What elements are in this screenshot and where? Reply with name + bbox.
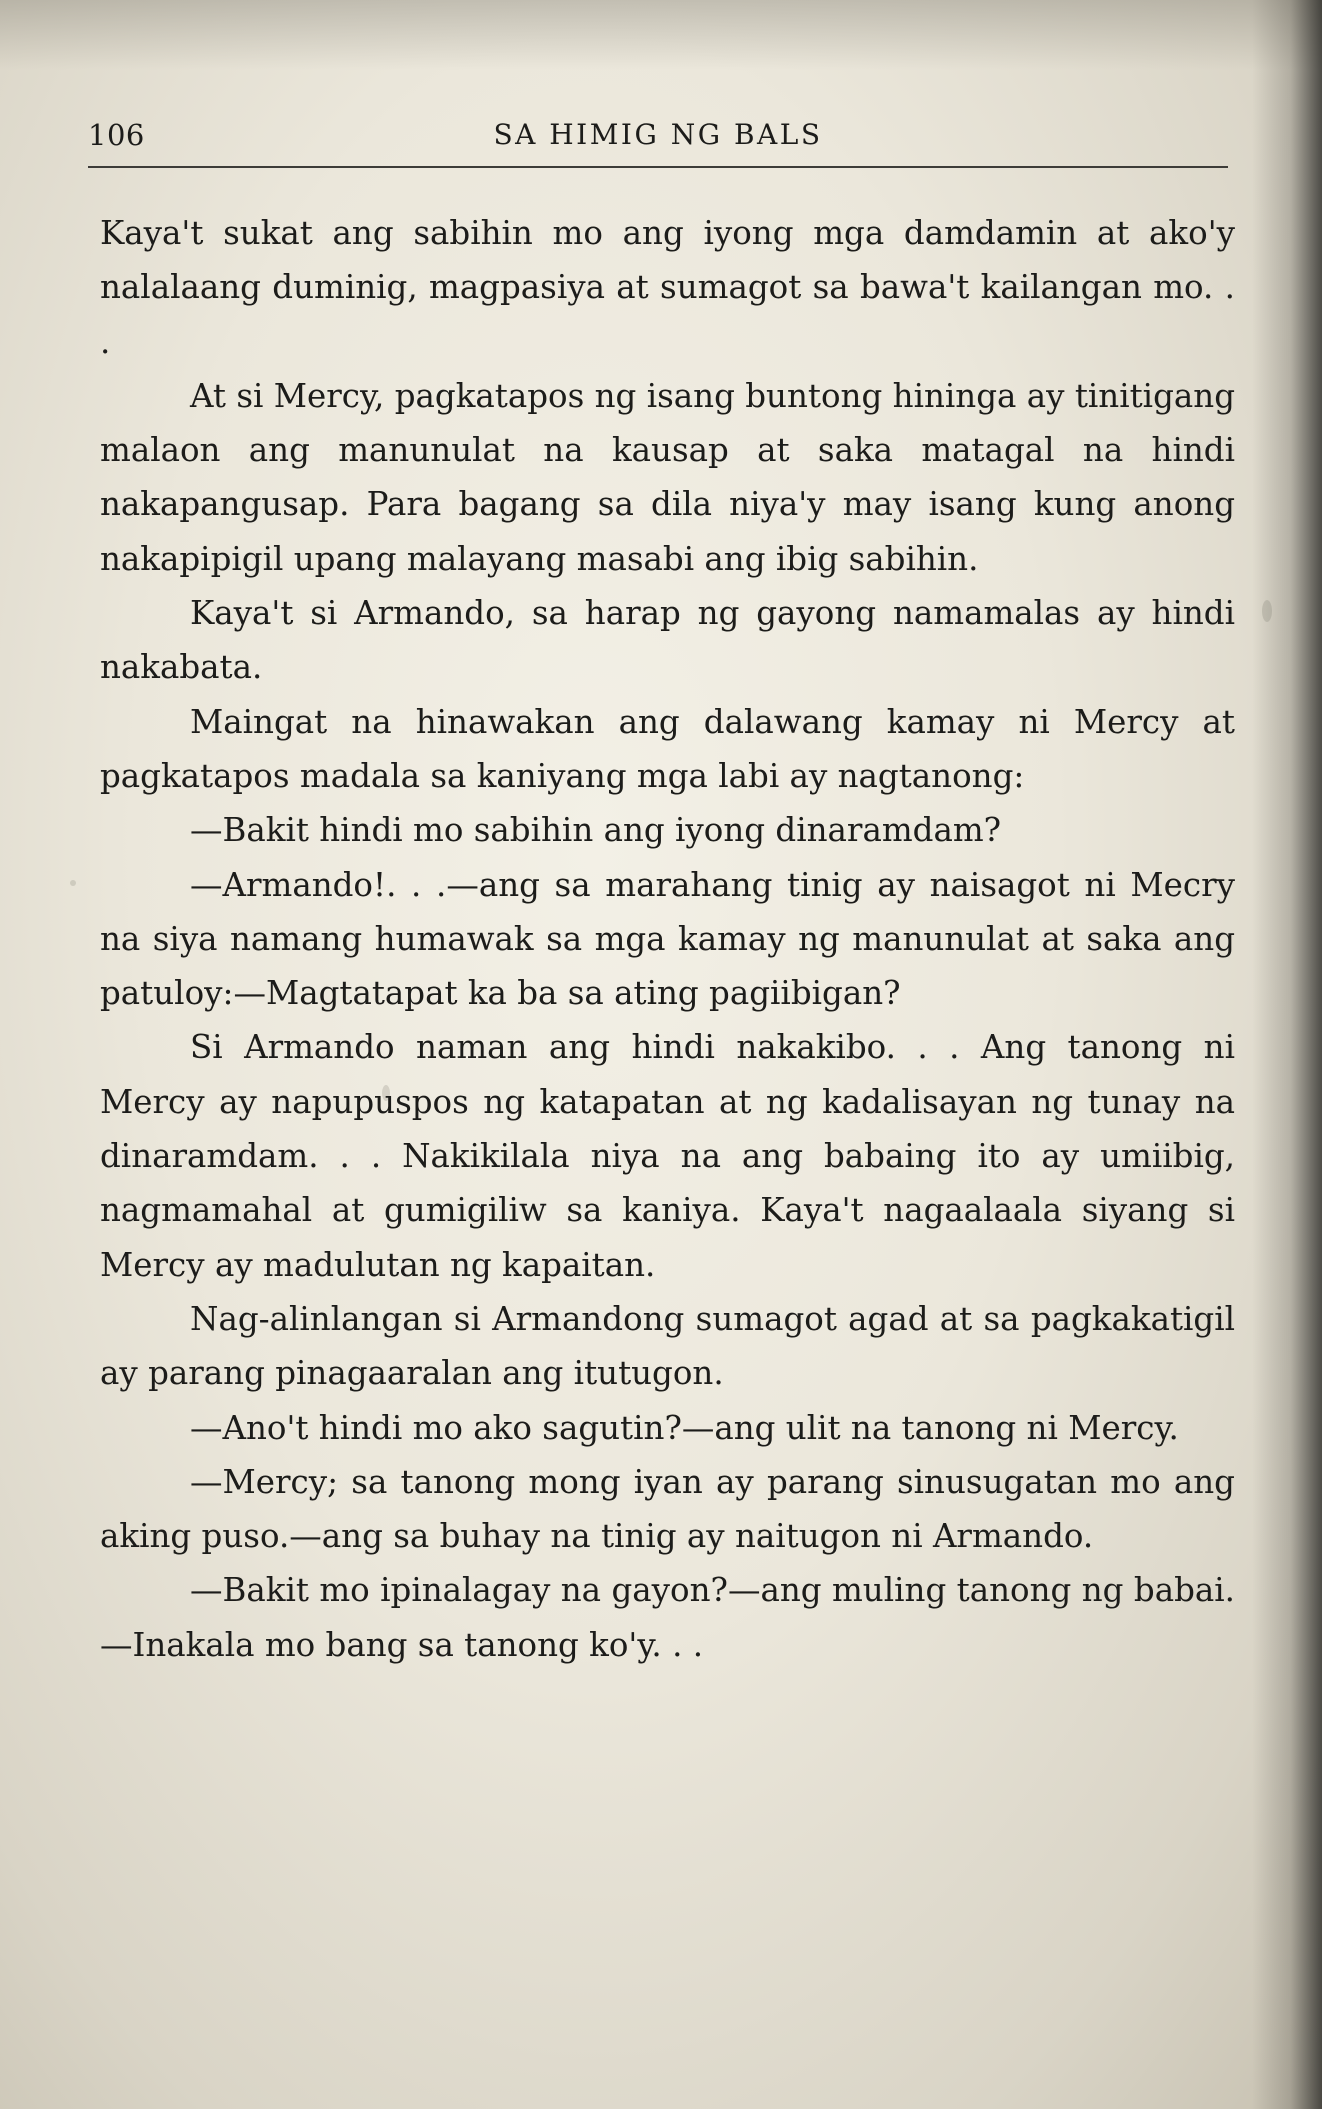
page-edge-shadow: [1252, 0, 1322, 2109]
dialogue-line: —Bakit mo ipinalagay na gayon?—ang muling tanong ng babai.—Inakala mo bang sa tanong ko'y. . .: [100, 1571, 1235, 1664]
paragraph: Nag-alinlangan si Armandong sumagot agad at sa pagkakatigil ay parang pinagaaralan ang itutugon.: [100, 1299, 1235, 1393]
paragraph: At si Mercy, pagkatapos ng isang buntong hininga ay tinitigang malaon ang manunulat na kausap at saka matagal na hindi nakapangusap. Para bagang sa dila niya'y may isang kung anong nakapipigil upang malayang masabi ang ibig sabihin.: [100, 376, 1235, 578]
ink-speck: [1262, 600, 1272, 622]
header-rule: [88, 166, 1228, 168]
page-top-shade: [0, 0, 1322, 70]
book-title: SA HIMIG NG BALS: [493, 118, 823, 151]
dialogue-line: —Armando!. . .—ang sa marahang tinig ay naisagot ni Mecry na siya namang humawak sa mga kamay ng manunulat at saka ang patuloy:—Magtatapat ka ba sa ating pagiibigan?: [100, 865, 1235, 1013]
body-text: [100, 206, 1235, 1672]
ink-speck: [70, 880, 76, 886]
paragraph: Si Armando naman ang hindi nakakibo. . . Ang tanong ni Mercy ay napupuspos ng katapatan at ng kadalisayan ng tunay na dinaramdam. . . Nakikilala niya na ang babaing ito ay umiibig, nagmamahal at gumigiliw sa kaniya. Kaya't nagaalaala siyang si Mercy ay madulutan ng kapaitan.: [100, 1028, 1235, 1284]
paragraph: Kaya't sukat ang sabihin mo ang iyong mga damdamin at ako'y nalalaang duminig, magpasiya at sumagot sa bawa't kailangan mo. . .: [100, 214, 1235, 361]
page-number: 106: [88, 118, 145, 152]
dialogue-line: —Ano't hindi mo ako sagutin?—ang ulit na tanong ni Mercy.: [190, 1408, 1179, 1447]
paragraph: Maingat na hinawakan ang dalawang kamay ni Mercy at pagkatapos madala sa kaniyang mga labi ay nagtanong:: [100, 702, 1235, 795]
dialogue-line: —Mercy; sa tanong mong iyan ay parang sinusugatan mo ang aking puso.—ang sa buhay na tinig ay naitugon ni Armando.: [100, 1462, 1235, 1556]
running-head: [88, 118, 1228, 168]
dialogue-line: —Bakit hindi mo sabihin ang iyong dinaramdam?: [190, 811, 1002, 850]
paragraph: Kaya't si Armando, sa harap ng gayong namamalas ay hindi nakabata.: [100, 594, 1235, 687]
